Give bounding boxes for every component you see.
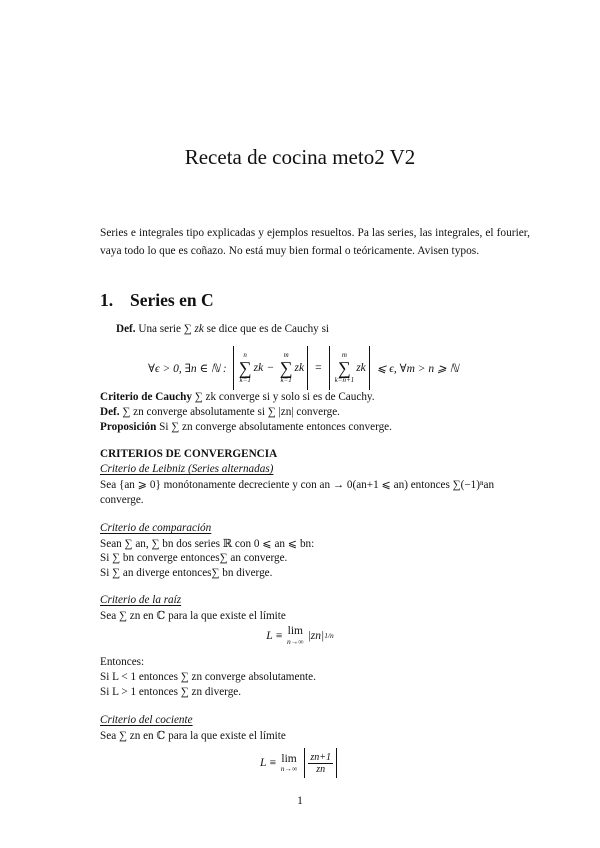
raiz-title: Criterio de la raíz — [100, 594, 182, 606]
sum-2-term: zk — [294, 362, 305, 374]
cociente-fraction: $\frac{zn+1}{zn}$ — [310, 751, 332, 775]
def-text-2: se dice que es de Cauchy si — [206, 323, 330, 335]
criterio-cauchy-line: Criterio de Cauchy ∑ zk converge si y solo si es de Cauchy. — [100, 391, 375, 403]
raiz-entonces: Entonces: — [100, 656, 145, 668]
section-title: Series en C — [130, 290, 214, 310]
def-label: Def. — [116, 323, 136, 335]
comparacion-line-3: Si ∑ an diverge entonces∑ bn diverge. — [100, 567, 273, 579]
cauchy-equation: ∀ϵ > 0, ∃n ∈ ℕ : n ∑ k=1 zk − m ∑ k=1 zk = m ∑ k=n+1 zk ⩽ ϵ, ∀m > n ⩾ ℕ — [148, 343, 459, 393]
cauchy-eq-left: ∀ϵ > 0, ∃n ∈ ℕ : — [148, 363, 227, 375]
proposicion-line: Proposición Si ∑ zn converge absolutamente entonces converge. — [100, 421, 392, 433]
abstract: Series e integrales tipo explicadas y ejemplos resueltos. Pa las series, las integrales, el fourier, vaya todo lo que es coñazo. No está muy bien formal o teóricamente. Avisen typos. — [100, 227, 530, 257]
criterios-heading: CRITERIOS DE CONVERGENCIA — [100, 448, 278, 460]
def-absolute-line: Def. ∑ zn converge absolutamente si ∑ |zn| converge. — [100, 406, 340, 418]
cauchy-eq-right: ⩽ ϵ, ∀m > n ⩾ ℕ — [376, 363, 459, 375]
section-number: 1. — [100, 290, 114, 310]
leibniz-title: Criterio de Leibniz (Series alternadas) — [100, 463, 274, 475]
raiz-line-2: Si L < 1 entonces ∑ zn converge absolutamente. — [100, 671, 316, 683]
definition-cauchy — [116, 323, 329, 335]
abs-bar-left-2 — [329, 346, 330, 390]
abs-bar-right — [307, 346, 308, 390]
comparacion-line-1: Sean ∑ an, ∑ bn dos series ℝ con 0 ⩽ an ⩽ bn: — [100, 538, 315, 550]
sum-1-term: zk — [253, 362, 264, 374]
page-number: 1 — [297, 795, 303, 807]
sum-1: n ∑ k=1 — [238, 351, 252, 384]
comparacion-line-2: Si ∑ bn converge entonces∑ an converge. — [100, 552, 288, 564]
cociente-equation: L ≡ lim n→∞ $\frac{zn+1}{zn}$ — [0, 748, 600, 778]
raiz-equation: L ≡ lim n→∞ |zn| 1/n — [266, 625, 334, 646]
abs-bar-right-2 — [369, 346, 370, 390]
sum-3: m ∑ k=n+1 — [334, 351, 355, 384]
abs-bar-left — [233, 346, 234, 390]
leibniz-line-1: Sea {an ⩾ 0} monótonamente decreciente y con an → 0(an+1 ⩽ an) entonces ∑(−1)ⁿan — [100, 479, 495, 491]
section-heading — [100, 290, 214, 311]
raiz-line-3: Si L > 1 entonces ∑ zn diverge. — [100, 686, 242, 698]
document-title: Receta de cocina meto2 V2 — [184, 145, 416, 169]
sum-2: m ∑ k=1 — [279, 351, 293, 384]
cociente-line-1: Sea ∑ zn en ℂ para la que existe el límite — [100, 730, 286, 742]
comparacion-title: Criterio de comparación — [100, 522, 212, 534]
def-text-1: Una serie — [138, 323, 181, 335]
raiz-line-1: Sea ∑ zn en ℂ para la que existe el límite — [100, 610, 286, 622]
cociente-title: Criterio del cociente — [100, 714, 193, 726]
def-expr: ∑ zk — [183, 323, 204, 335]
sum-3-term: zk — [356, 362, 366, 374]
leibniz-line-2: converge. — [100, 494, 144, 506]
